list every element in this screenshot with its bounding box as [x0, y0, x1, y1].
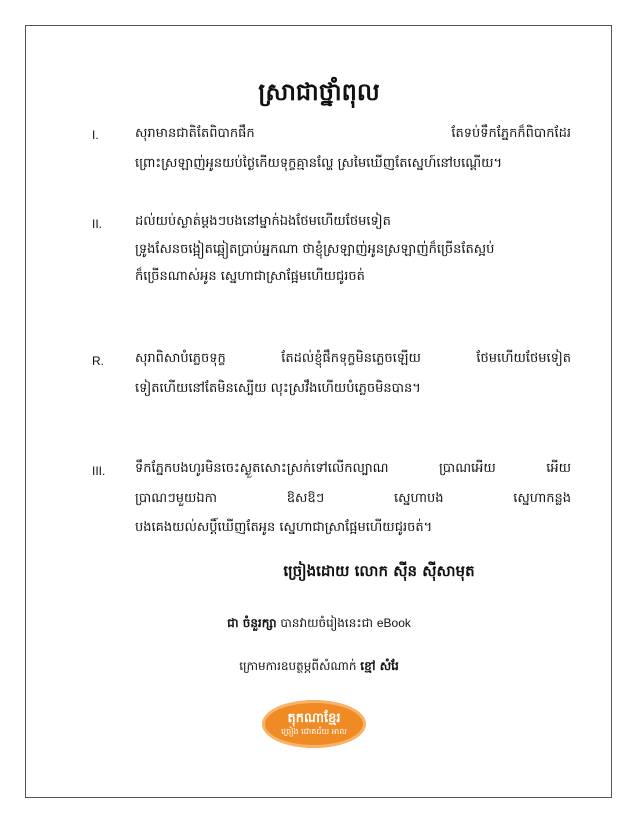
verse-3-line-3: បងគេងយល់សប្តិ៍ឃើញតែអូន ស្នេហាជាស្រាផ្អែមហើយជូរចត់។: [135, 520, 433, 535]
refrain-line-2: ទៀតហើយនៅតែមិនស្បើយ លុះស្រវឹងហើយបំភ្លេចមិនបាន។: [135, 381, 421, 396]
sponsor-line: [0, 658, 638, 676]
verse-1-line-1-part-2: តែទប់ទឹកភ្នែកក៏ពិបាកដែរ: [451, 126, 571, 141]
refrain-line-1-part-2: តែដល់ខ្ញុំផឹកទុក្ខមិនភ្លេចឡើយ: [281, 351, 421, 366]
verse-marker-3: III.: [92, 464, 106, 478]
author-credit: ច្រៀងដោយ លោក ស៊ីន ស៊ីសាមុត: [283, 562, 475, 580]
verse-marker-1: I.: [92, 128, 99, 142]
verse-3-line-1-part-3: អើយ: [546, 461, 571, 476]
verse-1-line-1: [135, 125, 571, 144]
verse-3-line-2: [135, 490, 571, 509]
ebook-text: បានវាយចំរៀងនេះជា: [280, 616, 374, 630]
refrain-line-1: [135, 350, 571, 369]
song-title: ស្រាជាថ្នាំពុល: [258, 78, 380, 106]
verse-3-line-1-part-1: ទឹកភ្នែកបងហូរមិនចេះស្ងួតសោះស្រក់ទៅលើកល្បាណ: [135, 461, 389, 476]
verse-3-line-1-part-2: ប្រាណអើយ: [438, 461, 496, 476]
logo-main-text: តុកណាខ្មែរ: [287, 711, 341, 726]
verse-1-line-2: ព្រោះស្រឡាញ់អូនយប់ថ្ងៃកើយទុក្ខគ្មានល្ហែ ស្រមៃឃើញតែស្នេហ៍នៅបណ្ដើយ។: [135, 156, 503, 171]
verse-marker-2: II.: [92, 217, 103, 231]
verse-2-line-2: ទ្រូងសែនចង្អៀតឆ្អៀតប្រាប់អ្នកណា ថាខ្ញុំស្រឡាញ់អូនស្រឡាញ់ក៏ច្រើនតែស្អប់: [135, 242, 495, 257]
verse-3-line-2-part-1: ប្រាណៗមួយឯកា: [135, 491, 217, 506]
sponsor-label: ក្រោមការឧបត្ថម្ភពីសំណាក់: [239, 659, 357, 673]
ebook-org: ជា ចំនួរក្សា: [227, 616, 277, 630]
verse-3-line-2-part-3: ស្នេហាបង: [393, 491, 444, 506]
publisher-logo: [262, 700, 366, 748]
refrain-line-1-part-3: ថែមហើយថែមទៀត: [476, 351, 571, 366]
verse-3-line-1: [135, 460, 571, 479]
verse-1-line-1-part-1: សុរាមានជាតិតែពិបាកផឹក: [135, 126, 255, 141]
ebook-line: [0, 615, 638, 633]
verse-marker-refrain: R.: [92, 354, 104, 368]
sponsor-name: ខ្មៅ សំរែ: [360, 659, 399, 673]
verse-3-line-2-part-4: ស្នេហាកន្លង: [513, 491, 571, 506]
verse-2-line-1: ដល់យប់ស្ងាត់ម្តងៗបងនៅម្នាក់ឯងថែមហើយថែមទៀត: [135, 214, 391, 229]
verse-3-line-2-part-2: ឱសឱៗ: [286, 491, 325, 506]
refrain-line-1-part-1: សុរាពិសាបំភ្លេចទុក្ខ: [135, 351, 226, 366]
logo-sub-text: ច្រៀង ជោគជ័យ អាល: [281, 727, 347, 736]
ebook-format: eBook: [376, 616, 411, 630]
verse-2-line-3: ក៏ច្រើនណាស់អូន ស្នេហាជាស្រាផ្អែមហើយជូរចត់: [135, 269, 365, 284]
